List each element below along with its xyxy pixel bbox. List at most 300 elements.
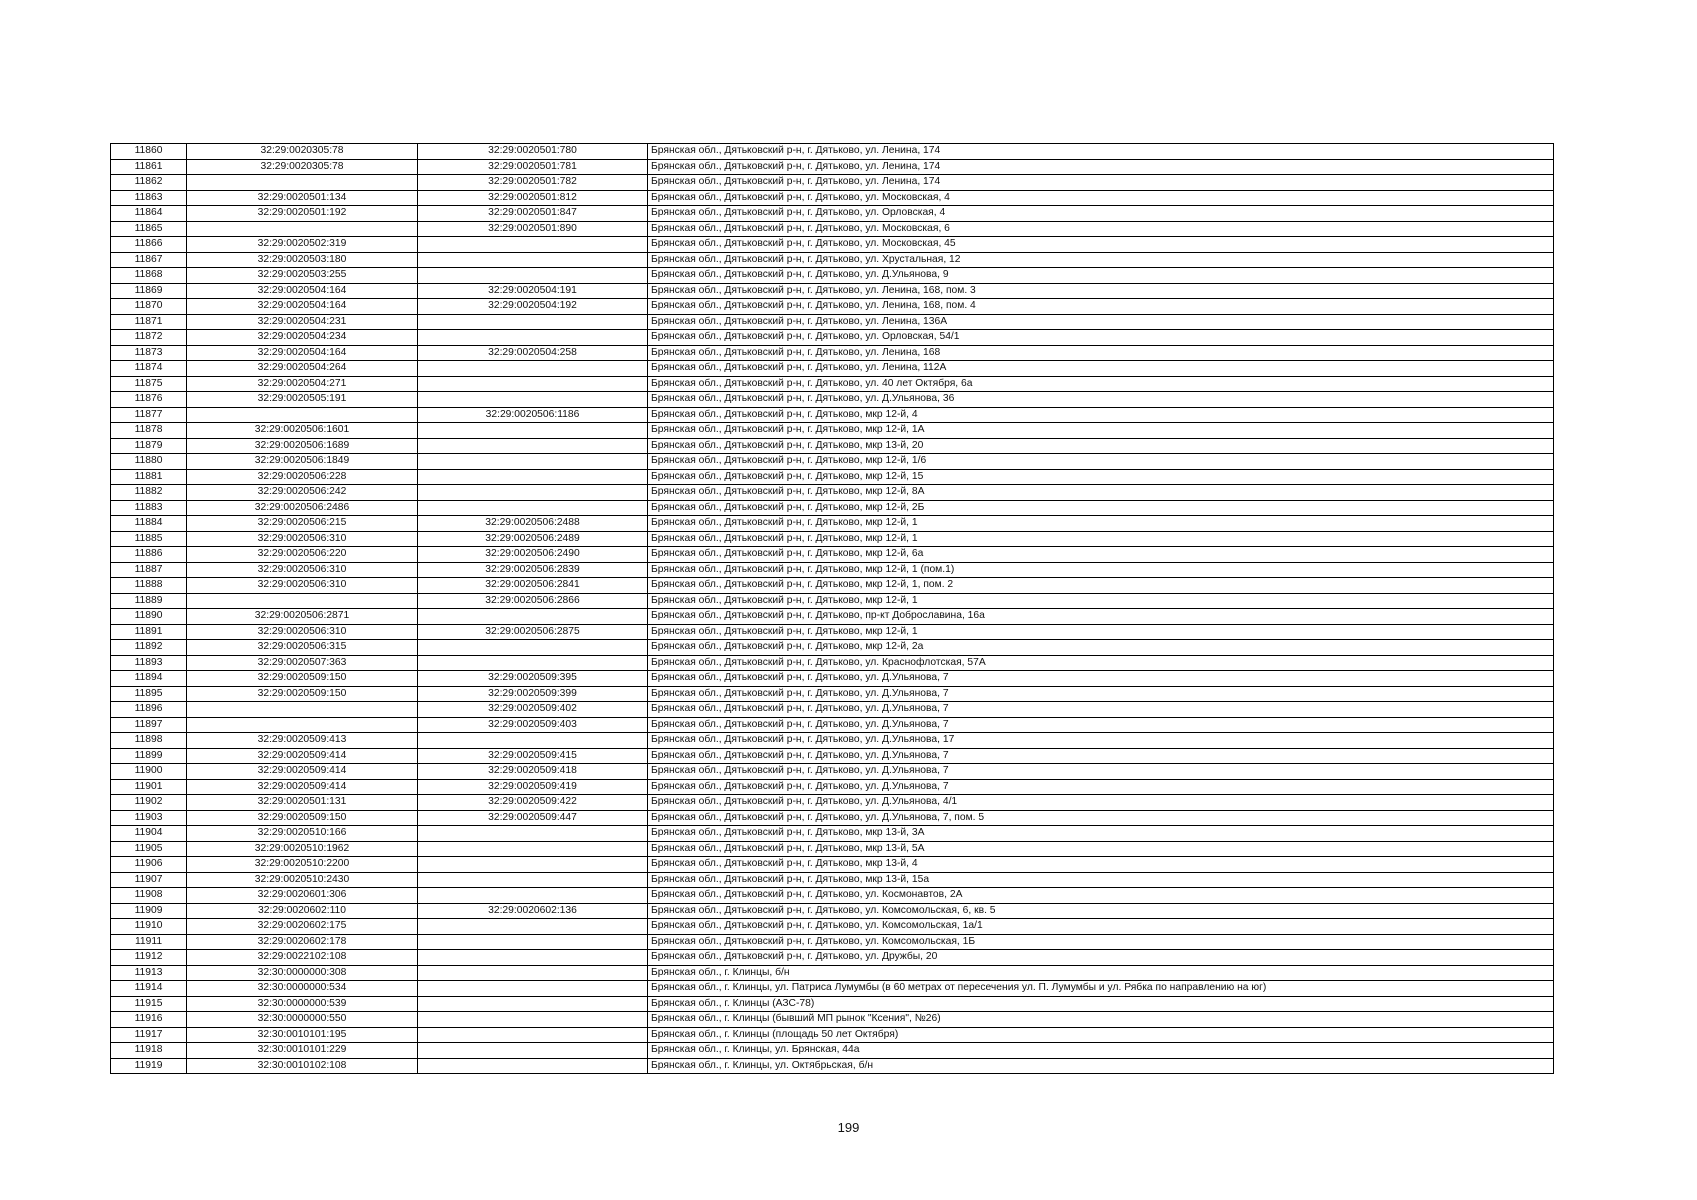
cadastral-number-cell: 32:29:0020503:180: [187, 252, 418, 268]
address-cell: Брянская обл., Дятьковский р-н, г. Дятьково, ул. 40 лет Октября, 6а: [648, 376, 1554, 392]
address-cell: Брянская обл., Дятьковский р-н, г. Дятьково, ул. Д.Ульянова, 7, пом. 5: [648, 810, 1554, 826]
cadastral-number-cell: 32:30:0000000:550: [187, 1012, 418, 1028]
cadastral-number-cell: 32:29:0020510:2430: [187, 872, 418, 888]
table-row: [111, 392, 1554, 408]
address-cell: Брянская обл., г. Клинцы, б/н: [648, 965, 1554, 981]
address-cell: Брянская обл., Дятьковский р-н, г. Дятьково, мкр 12-й, 1: [648, 531, 1554, 547]
related-cadastral-number-cell: 32:29:0020509:422: [418, 795, 648, 811]
related-cadastral-number-cell: [418, 268, 648, 284]
table-row: [111, 1027, 1554, 1043]
address-cell: Брянская обл., Дятьковский р-н, г. Дятьково, ул. Д.Ульянова, 17: [648, 733, 1554, 749]
cadastral-number-cell: [187, 221, 418, 237]
cadastral-number-cell: 32:29:0020506:220: [187, 547, 418, 563]
row-number-cell: 11885: [111, 531, 187, 547]
cadastral-number-cell: 32:29:0020504:264: [187, 361, 418, 377]
address-cell: Брянская обл., Дятьковский р-н, г. Дятьково, мкр 12-й, 1, пом. 2: [648, 578, 1554, 594]
cadastral-number-cell: 32:29:0020504:164: [187, 299, 418, 315]
address-cell: Брянская обл., Дятьковский р-н, г. Дятьково, мкр 12-й, 15: [648, 469, 1554, 485]
related-cadastral-number-cell: 32:29:0020506:2875: [418, 624, 648, 640]
cadastral-number-cell: [187, 717, 418, 733]
cadastral-number-cell: 32:29:0020503:255: [187, 268, 418, 284]
address-cell: Брянская обл., Дятьковский р-н, г. Дятьково, ул. Московская, 6: [648, 221, 1554, 237]
address-cell: Брянская обл., Дятьковский р-н, г. Дятьково, пр-кт Доброславина, 16а: [648, 609, 1554, 625]
row-number-cell: 11881: [111, 469, 187, 485]
address-cell: Брянская обл., Дятьковский р-н, г. Дятьково, ул. Д.Ульянова, 7: [648, 764, 1554, 780]
related-cadastral-number-cell: [418, 330, 648, 346]
related-cadastral-number-cell: [418, 237, 648, 253]
table-row: [111, 795, 1554, 811]
row-number-cell: 11868: [111, 268, 187, 284]
related-cadastral-number-cell: 32:29:0020504:192: [418, 299, 648, 315]
row-number-cell: 11866: [111, 237, 187, 253]
table-row: [111, 733, 1554, 749]
address-cell: Брянская обл., Дятьковский р-н, г. Дятьково, ул. Краснофлотская, 57А: [648, 655, 1554, 671]
address-cell: Брянская обл., Дятьковский р-н, г. Дятьково, ул. Д.Ульянова, 4/1: [648, 795, 1554, 811]
row-number-cell: 11874: [111, 361, 187, 377]
table-row: [111, 469, 1554, 485]
table-row: [111, 376, 1554, 392]
table-row: [111, 686, 1554, 702]
table-row: [111, 531, 1554, 547]
cadastral-number-cell: 32:29:0020510:1962: [187, 841, 418, 857]
table-row: [111, 1043, 1554, 1059]
related-cadastral-number-cell: 32:29:0020509:395: [418, 671, 648, 687]
address-cell: Брянская обл., Дятьковский р-н, г. Дятьково, мкр 12-й, 2Б: [648, 500, 1554, 516]
table-row: [111, 857, 1554, 873]
table-row: [111, 485, 1554, 501]
cadastral-number-cell: 32:29:0020506:310: [187, 578, 418, 594]
row-number-cell: 11891: [111, 624, 187, 640]
row-number-cell: 11898: [111, 733, 187, 749]
table-row: [111, 299, 1554, 315]
cadastral-number-cell: 32:30:0000000:308: [187, 965, 418, 981]
row-number-cell: 11861: [111, 159, 187, 175]
cadastral-number-cell: [187, 407, 418, 423]
related-cadastral-number-cell: 32:29:0020509:415: [418, 748, 648, 764]
table-row: [111, 159, 1554, 175]
cadastral-number-cell: 32:29:0020501:134: [187, 190, 418, 206]
table-row: [111, 330, 1554, 346]
address-cell: Брянская обл., Дятьковский р-н, г. Дятьково, ул. Ленина, 174: [648, 159, 1554, 175]
related-cadastral-number-cell: 32:29:0020506:2488: [418, 516, 648, 532]
table-row: [111, 1012, 1554, 1028]
cadastral-number-cell: [187, 593, 418, 609]
related-cadastral-number-cell: 32:29:0020501:812: [418, 190, 648, 206]
table-row: [111, 345, 1554, 361]
related-cadastral-number-cell: [418, 454, 648, 470]
row-number-cell: 11865: [111, 221, 187, 237]
table-row: [111, 965, 1554, 981]
cadastral-number-cell: 32:29:0020504:234: [187, 330, 418, 346]
table-row: [111, 407, 1554, 423]
address-cell: Брянская обл., Дятьковский р-н, г. Дятьково, ул. Ленина, 168: [648, 345, 1554, 361]
related-cadastral-number-cell: [418, 423, 648, 439]
cadastral-number-cell: 32:29:0020510:166: [187, 826, 418, 842]
cadastral-number-cell: 32:29:0020506:310: [187, 531, 418, 547]
table-row: [111, 950, 1554, 966]
address-cell: Брянская обл., Дятьковский р-н, г. Дятьково, ул. Ленина, 168, пом. 4: [648, 299, 1554, 315]
address-cell: Брянская обл., Дятьковский р-н, г. Дятьково, мкр 12-й, 1/6: [648, 454, 1554, 470]
address-cell: Брянская обл., г. Клинцы, ул. Патриса Лумумбы (в 60 метрах от пересечения ул. П. Лумумбы и ул. Рябка по направлению на юг): [648, 981, 1554, 997]
address-cell: Брянская обл., Дятьковский р-н, г. Дятьково, мкр 12-й, 4: [648, 407, 1554, 423]
row-number-cell: 11863: [111, 190, 187, 206]
address-cell: Брянская обл., г. Клинцы, ул. Брянская, 44а: [648, 1043, 1554, 1059]
table-row: [111, 996, 1554, 1012]
cadastral-number-cell: 32:29:0020501:131: [187, 795, 418, 811]
address-cell: Брянская обл., Дятьковский р-н, г. Дятьково, ул. Хрустальная, 12: [648, 252, 1554, 268]
table-row: [111, 841, 1554, 857]
related-cadastral-number-cell: [418, 919, 648, 935]
cadastral-number-cell: 32:30:0010101:195: [187, 1027, 418, 1043]
related-cadastral-number-cell: 32:29:0020501:780: [418, 144, 648, 160]
related-cadastral-number-cell: 32:29:0020509:402: [418, 702, 648, 718]
row-number-cell: 11882: [111, 485, 187, 501]
row-number-cell: 11893: [111, 655, 187, 671]
related-cadastral-number-cell: [418, 841, 648, 857]
related-cadastral-number-cell: [418, 996, 648, 1012]
table-row: [111, 671, 1554, 687]
related-cadastral-number-cell: [418, 640, 648, 656]
cadastral-number-cell: 32:29:0020504:231: [187, 314, 418, 330]
table-row: [111, 562, 1554, 578]
row-number-cell: 11879: [111, 438, 187, 454]
related-cadastral-number-cell: 32:29:0020501:781: [418, 159, 648, 175]
cadastral-number-cell: 32:29:0020504:164: [187, 345, 418, 361]
row-number-cell: 11873: [111, 345, 187, 361]
related-cadastral-number-cell: [418, 888, 648, 904]
related-cadastral-number-cell: 32:29:0020501:890: [418, 221, 648, 237]
table-row: [111, 903, 1554, 919]
table-row: [111, 717, 1554, 733]
related-cadastral-number-cell: [418, 376, 648, 392]
cadastral-number-cell: 32:29:0020506:2486: [187, 500, 418, 516]
related-cadastral-number-cell: 32:29:0020506:1186: [418, 407, 648, 423]
cadastral-number-cell: 32:29:0020506:1689: [187, 438, 418, 454]
row-number-cell: 11902: [111, 795, 187, 811]
table-row: [111, 144, 1554, 160]
address-cell: Брянская обл., Дятьковский р-н, г. Дятьково, ул. Ленина, 168, пом. 3: [648, 283, 1554, 299]
row-number-cell: 11901: [111, 779, 187, 795]
cadastral-number-cell: 32:29:0020602:110: [187, 903, 418, 919]
row-number-cell: 11864: [111, 206, 187, 222]
row-number-cell: 11877: [111, 407, 187, 423]
address-cell: Брянская обл., Дятьковский р-н, г. Дятьково, ул. Комсомольская, 1Б: [648, 934, 1554, 950]
cadastral-number-cell: 32:29:0020506:310: [187, 624, 418, 640]
related-cadastral-number-cell: [418, 469, 648, 485]
address-cell: Брянская обл., Дятьковский р-н, г. Дятьково, мкр 12-й, 1: [648, 593, 1554, 609]
address-cell: Брянская обл., Дятьковский р-н, г. Дятьково, мкр 12-й, 1 (пом.1): [648, 562, 1554, 578]
address-cell: Брянская обл., Дятьковский р-н, г. Дятьково, мкр 13-й, 15а: [648, 872, 1554, 888]
table-row: [111, 609, 1554, 625]
cadastral-number-cell: 32:29:0020509:413: [187, 733, 418, 749]
table-row: [111, 888, 1554, 904]
table-row: [111, 283, 1554, 299]
row-number-cell: 11876: [111, 392, 187, 408]
related-cadastral-number-cell: [418, 981, 648, 997]
address-cell: Брянская обл., Дятьковский р-н, г. Дятьково, ул. Московская, 4: [648, 190, 1554, 206]
row-number-cell: 11860: [111, 144, 187, 160]
address-cell: Брянская обл., Дятьковский р-н, г. Дятьково, ул. Д.Ульянова, 7: [648, 671, 1554, 687]
related-cadastral-number-cell: 32:29:0020506:2866: [418, 593, 648, 609]
cadastral-number-cell: 32:29:0020509:414: [187, 764, 418, 780]
related-cadastral-number-cell: [418, 500, 648, 516]
row-number-cell: 11915: [111, 996, 187, 1012]
related-cadastral-number-cell: 32:29:0020506:2489: [418, 531, 648, 547]
row-number-cell: 11900: [111, 764, 187, 780]
related-cadastral-number-cell: [418, 1058, 648, 1074]
row-number-cell: 11883: [111, 500, 187, 516]
address-cell: Брянская обл., Дятьковский р-н, г. Дятьково, ул. Д.Ульянова, 7: [648, 717, 1554, 733]
address-cell: Брянская обл., Дятьковский р-н, г. Дятьково, мкр 12-й, 1: [648, 516, 1554, 532]
address-cell: Брянская обл., Дятьковский р-н, г. Дятьково, ул. Д.Ульянова, 9: [648, 268, 1554, 284]
cadastral-number-cell: 32:29:0022102:108: [187, 950, 418, 966]
related-cadastral-number-cell: [418, 965, 648, 981]
address-cell: Брянская обл., Дятьковский р-н, г. Дятьково, ул. Дружбы, 20: [648, 950, 1554, 966]
address-cell: Брянская обл., Дятьковский р-н, г. Дятьково, ул. Космонавтов, 2А: [648, 888, 1554, 904]
table-row: [111, 516, 1554, 532]
related-cadastral-number-cell: 32:29:0020509:399: [418, 686, 648, 702]
table-row: [111, 919, 1554, 935]
cadastral-number-cell: 32:30:0010101:229: [187, 1043, 418, 1059]
address-cell: Брянская обл., Дятьковский р-н, г. Дятьково, ул. Д.Ульянова, 7: [648, 779, 1554, 795]
table-row: [111, 175, 1554, 191]
cadastral-number-cell: 32:29:0020502:319: [187, 237, 418, 253]
row-number-cell: 11912: [111, 950, 187, 966]
related-cadastral-number-cell: [418, 826, 648, 842]
table-row: [111, 826, 1554, 842]
row-number-cell: 11897: [111, 717, 187, 733]
address-cell: Брянская обл., г. Клинцы (бывший МП рынок "Ксения", №26): [648, 1012, 1554, 1028]
table-row: [111, 237, 1554, 253]
address-cell: Брянская обл., Дятьковский р-н, г. Дятьково, мкр 13-й, 3А: [648, 826, 1554, 842]
row-number-cell: 11892: [111, 640, 187, 656]
related-cadastral-number-cell: [418, 934, 648, 950]
registry-table-body: [111, 144, 1554, 1074]
related-cadastral-number-cell: [418, 609, 648, 625]
row-number-cell: 11890: [111, 609, 187, 625]
address-cell: Брянская обл., Дятьковский р-н, г. Дятьково, мкр 12-й, 1: [648, 624, 1554, 640]
address-cell: Брянская обл., Дятьковский р-н, г. Дятьково, ул. Комсомольская, 6, кв. 5: [648, 903, 1554, 919]
cadastral-number-cell: 32:29:0020509:150: [187, 810, 418, 826]
related-cadastral-number-cell: 32:29:0020509:447: [418, 810, 648, 826]
cadastral-number-cell: 32:29:0020506:1601: [187, 423, 418, 439]
address-cell: Брянская обл., Дятьковский р-н, г. Дятьково, ул. Ленина, 136А: [648, 314, 1554, 330]
table-row: [111, 640, 1554, 656]
cadastral-number-cell: 32:29:0020506:228: [187, 469, 418, 485]
cadastral-number-cell: 32:29:0020506:242: [187, 485, 418, 501]
row-number-cell: 11884: [111, 516, 187, 532]
table-row: [111, 624, 1554, 640]
cadastral-number-cell: 32:29:0020509:414: [187, 748, 418, 764]
cadastral-number-cell: 32:29:0020305:78: [187, 144, 418, 160]
address-cell: Брянская обл., Дятьковский р-н, г. Дятьково, ул. Орловская, 54/1: [648, 330, 1554, 346]
row-number-cell: 11878: [111, 423, 187, 439]
address-cell: Брянская обл., Дятьковский р-н, г. Дятьково, ул. Д.Ульянова, 7: [648, 702, 1554, 718]
row-number-cell: 11869: [111, 283, 187, 299]
table-row: [111, 593, 1554, 609]
related-cadastral-number-cell: [418, 1012, 648, 1028]
table-row: [111, 872, 1554, 888]
address-cell: Брянская обл., Дятьковский р-н, г. Дятьково, ул. Ленина, 174: [648, 175, 1554, 191]
related-cadastral-number-cell: [418, 1043, 648, 1059]
cadastral-number-cell: 32:29:0020510:2200: [187, 857, 418, 873]
related-cadastral-number-cell: [418, 392, 648, 408]
cadastral-number-cell: 32:30:0000000:539: [187, 996, 418, 1012]
related-cadastral-number-cell: 32:29:0020506:2841: [418, 578, 648, 594]
related-cadastral-number-cell: [418, 361, 648, 377]
related-cadastral-number-cell: [418, 1027, 648, 1043]
row-number-cell: 11886: [111, 547, 187, 563]
row-number-cell: 11862: [111, 175, 187, 191]
cadastral-number-cell: 32:30:0000000:534: [187, 981, 418, 997]
address-cell: Брянская обл., Дятьковский р-н, г. Дятьково, мкр 13-й, 20: [648, 438, 1554, 454]
row-number-cell: 11909: [111, 903, 187, 919]
related-cadastral-number-cell: [418, 857, 648, 873]
row-number-cell: 11871: [111, 314, 187, 330]
address-cell: Брянская обл., г. Клинцы, ул. Октябрьская, б/н: [648, 1058, 1554, 1074]
related-cadastral-number-cell: 32:29:0020504:191: [418, 283, 648, 299]
cadastral-number-cell: 32:29:0020305:78: [187, 159, 418, 175]
table-row: [111, 454, 1554, 470]
address-cell: Брянская обл., Дятьковский р-н, г. Дятьково, ул. Московская, 45: [648, 237, 1554, 253]
related-cadastral-number-cell: 32:29:0020506:2839: [418, 562, 648, 578]
cadastral-number-cell: 32:29:0020602:178: [187, 934, 418, 950]
table-row: [111, 206, 1554, 222]
table-row: [111, 578, 1554, 594]
row-number-cell: 11911: [111, 934, 187, 950]
address-cell: Брянская обл., Дятьковский р-н, г. Дятьково, мкр 13-й, 4: [648, 857, 1554, 873]
cadastral-number-cell: 32:29:0020504:271: [187, 376, 418, 392]
table-row: [111, 500, 1554, 516]
table-row: [111, 361, 1554, 377]
cadastral-number-cell: 32:29:0020504:164: [187, 283, 418, 299]
address-cell: Брянская обл., Дятьковский р-н, г. Дятьково, ул. Д.Ульянова, 7: [648, 748, 1554, 764]
related-cadastral-number-cell: [418, 314, 648, 330]
related-cadastral-number-cell: 32:29:0020602:136: [418, 903, 648, 919]
related-cadastral-number-cell: 32:29:0020501:847: [418, 206, 648, 222]
cadastral-number-cell: 32:29:0020506:215: [187, 516, 418, 532]
row-number-cell: 11903: [111, 810, 187, 826]
page-number: 199: [837, 1120, 860, 1135]
cadastral-number-cell: 32:29:0020602:175: [187, 919, 418, 935]
address-cell: Брянская обл., Дятьковский р-н, г. Дятьково, ул. Д.Ульянова, 7: [648, 686, 1554, 702]
cadastral-number-cell: 32:29:0020501:192: [187, 206, 418, 222]
address-cell: Брянская обл., Дятьковский р-н, г. Дятьково, ул. Ленина, 174: [648, 144, 1554, 160]
row-number-cell: 11913: [111, 965, 187, 981]
address-cell: Брянская обл., Дятьковский р-н, г. Дятьково, ул. Д.Ульянова, 36: [648, 392, 1554, 408]
address-cell: Брянская обл., Дятьковский р-н, г. Дятьково, мкр 13-й, 5А: [648, 841, 1554, 857]
row-number-cell: 11896: [111, 702, 187, 718]
row-number-cell: 11880: [111, 454, 187, 470]
row-number-cell: 11888: [111, 578, 187, 594]
related-cadastral-number-cell: [418, 252, 648, 268]
address-cell: Брянская обл., Дятьковский р-н, г. Дятьково, мкр 12-й, 8А: [648, 485, 1554, 501]
cadastral-number-cell: [187, 702, 418, 718]
table-row: [111, 547, 1554, 563]
row-number-cell: 11919: [111, 1058, 187, 1074]
cadastral-number-cell: 32:29:0020601:306: [187, 888, 418, 904]
table-row: [111, 934, 1554, 950]
related-cadastral-number-cell: [418, 485, 648, 501]
row-number-cell: 11917: [111, 1027, 187, 1043]
row-number-cell: 11867: [111, 252, 187, 268]
related-cadastral-number-cell: 32:29:0020501:782: [418, 175, 648, 191]
cadastral-number-cell: 32:29:0020506:315: [187, 640, 418, 656]
row-number-cell: 11872: [111, 330, 187, 346]
cadastral-number-cell: 32:30:0010102:108: [187, 1058, 418, 1074]
row-number-cell: 11907: [111, 872, 187, 888]
cadastral-number-cell: 32:29:0020506:310: [187, 562, 418, 578]
related-cadastral-number-cell: 32:29:0020506:2490: [418, 547, 648, 563]
related-cadastral-number-cell: 32:29:0020509:403: [418, 717, 648, 733]
cadastral-number-cell: 32:29:0020509:150: [187, 686, 418, 702]
related-cadastral-number-cell: [418, 655, 648, 671]
table-row: [111, 221, 1554, 237]
cadastral-number-cell: 32:29:0020507:363: [187, 655, 418, 671]
row-number-cell: 11889: [111, 593, 187, 609]
table-row: [111, 764, 1554, 780]
related-cadastral-number-cell: [418, 438, 648, 454]
table-row: [111, 981, 1554, 997]
table-row: [111, 423, 1554, 439]
row-number-cell: 11910: [111, 919, 187, 935]
table-row: [111, 655, 1554, 671]
row-number-cell: 11905: [111, 841, 187, 857]
cadastral-number-cell: 32:29:0020509:150: [187, 671, 418, 687]
address-cell: Брянская обл., г. Клинцы (АЗС-78): [648, 996, 1554, 1012]
cadastral-number-cell: 32:29:0020506:2871: [187, 609, 418, 625]
table-row: [111, 252, 1554, 268]
address-cell: Брянская обл., Дятьковский р-н, г. Дятьково, мкр 12-й, 2а: [648, 640, 1554, 656]
cadastral-number-cell: 32:29:0020509:414: [187, 779, 418, 795]
table-row: [111, 779, 1554, 795]
address-cell: Брянская обл., Дятьковский р-н, г. Дятьково, ул. Комсомольская, 1а/1: [648, 919, 1554, 935]
table-row: [111, 314, 1554, 330]
table-row: [111, 438, 1554, 454]
row-number-cell: 11875: [111, 376, 187, 392]
table-row: [111, 1058, 1554, 1074]
row-number-cell: 11918: [111, 1043, 187, 1059]
table-row: [111, 268, 1554, 284]
address-cell: Брянская обл., Дятьковский р-н, г. Дятьково, ул. Орловская, 4: [648, 206, 1554, 222]
address-cell: Брянская обл., Дятьковский р-н, г. Дятьково, мкр 12-й, 1А: [648, 423, 1554, 439]
table-row: [111, 810, 1554, 826]
row-number-cell: 11914: [111, 981, 187, 997]
row-number-cell: 11887: [111, 562, 187, 578]
cadastral-number-cell: 32:29:0020505:191: [187, 392, 418, 408]
table-row: [111, 702, 1554, 718]
address-cell: Брянская обл., Дятьковский р-н, г. Дятьково, ул. Ленина, 112А: [648, 361, 1554, 377]
row-number-cell: 11908: [111, 888, 187, 904]
row-number-cell: 11899: [111, 748, 187, 764]
cadastral-number-cell: 32:29:0020506:1849: [187, 454, 418, 470]
related-cadastral-number-cell: 32:29:0020509:418: [418, 764, 648, 780]
table-row: [111, 190, 1554, 206]
row-number-cell: 11906: [111, 857, 187, 873]
row-number-cell: 11870: [111, 299, 187, 315]
related-cadastral-number-cell: 32:29:0020509:419: [418, 779, 648, 795]
address-cell: Брянская обл., Дятьковский р-н, г. Дятьково, мкр 12-й, 6а: [648, 547, 1554, 563]
row-number-cell: 11904: [111, 826, 187, 842]
row-number-cell: 11895: [111, 686, 187, 702]
row-number-cell: 11894: [111, 671, 187, 687]
related-cadastral-number-cell: [418, 733, 648, 749]
table-row: [111, 748, 1554, 764]
address-cell: Брянская обл., г. Клинцы (площадь 50 лет Октября): [648, 1027, 1554, 1043]
cadastral-number-cell: [187, 175, 418, 191]
row-number-cell: 11916: [111, 1012, 187, 1028]
related-cadastral-number-cell: 32:29:0020504:258: [418, 345, 648, 361]
